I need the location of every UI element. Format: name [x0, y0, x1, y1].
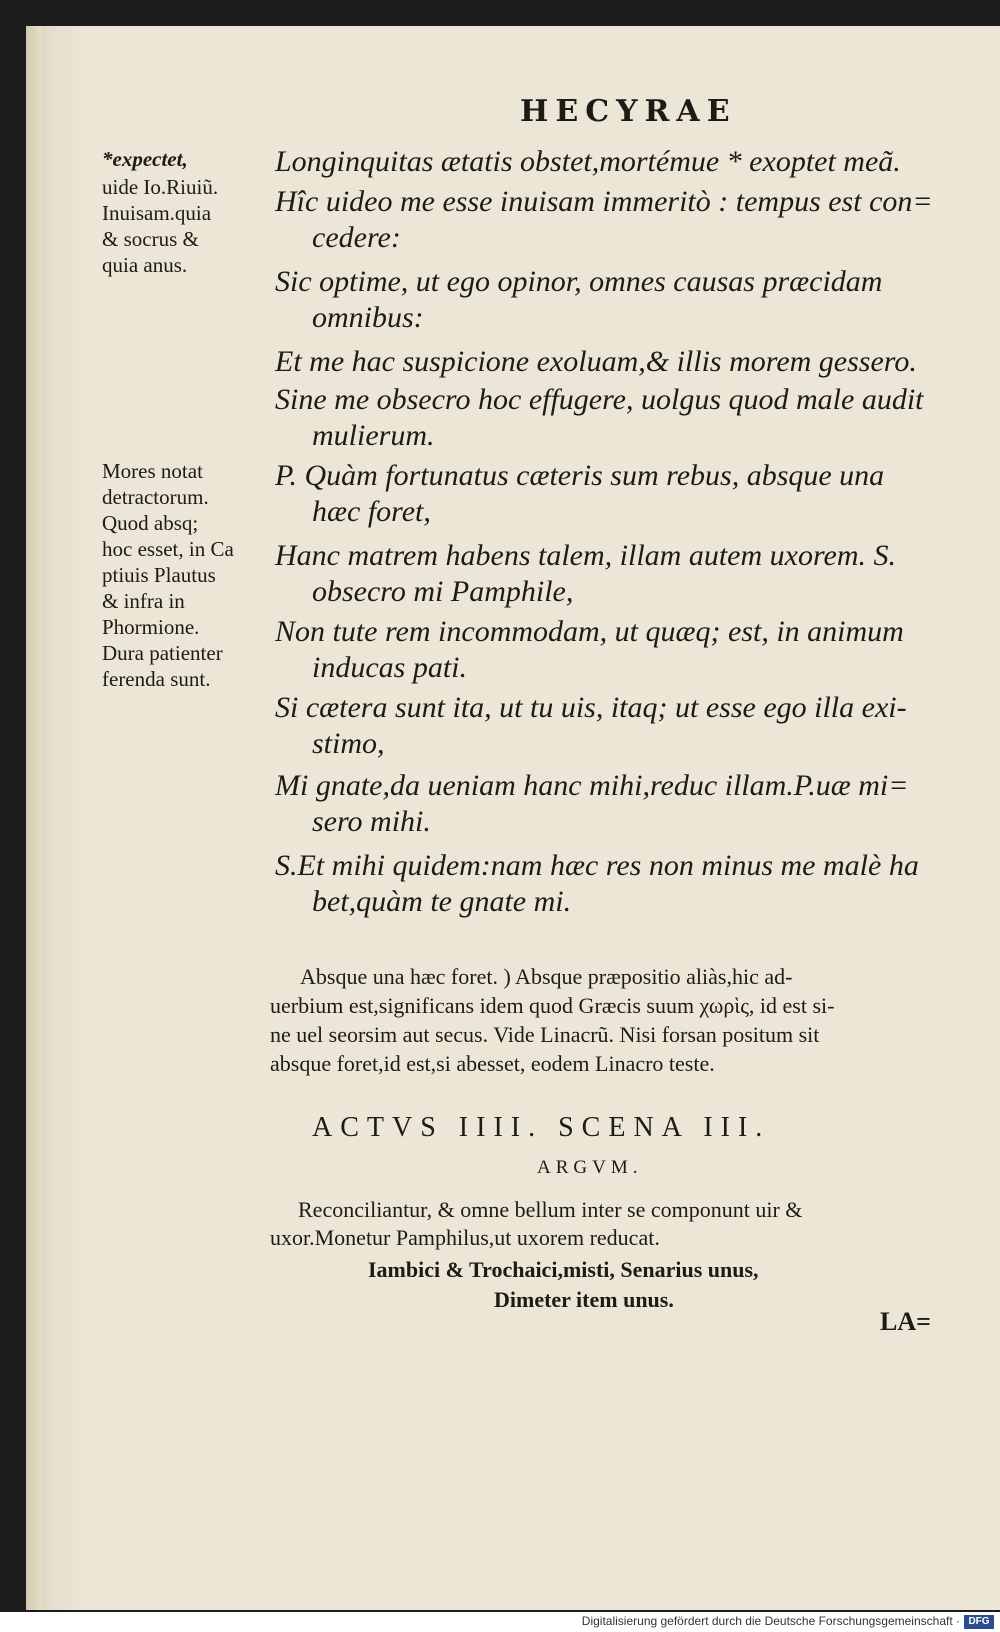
verse-line [275, 184, 955, 256]
verse-line [275, 848, 955, 920]
commentary-line: ne uel seorsim aut secus. Vide Linacrũ. Nisi forsan positum sit [270, 1022, 820, 1047]
digitization-credit: Digitalisierung gefördert durch die Deutsche Forschungsgemeinschaft · [581, 1614, 960, 1628]
verse-line [275, 344, 955, 380]
margin-note-line: Phormione. [102, 615, 200, 639]
verse-continuation: hæc foret, [312, 495, 431, 528]
margin-note-expectet [102, 146, 272, 172]
verse-text: S.Et mihi quidem:nam hæc res non minus me malè ha [275, 849, 919, 882]
verse-line [275, 144, 955, 180]
dfg-logo: DFG [964, 1615, 994, 1629]
margin-note-line: & socrus & [102, 227, 199, 251]
margin-note-line: hoc esset, in Ca [102, 537, 234, 561]
verse-line [275, 768, 955, 840]
verse-text: Sine me obsecro hoc effugere, uolgus quod male audit [275, 383, 924, 416]
verse-continuation: stimo, [312, 727, 385, 760]
verse-line [275, 690, 955, 762]
verse-text: Mi gnate,da ueniam hanc mihi,reduc illam.P.uæ mi= [275, 769, 909, 802]
catchword: LA= [880, 1307, 931, 1336]
margin-note-mores [102, 458, 272, 692]
verse-line [275, 264, 955, 336]
argument-label: ARGVM. [537, 1157, 643, 1178]
verse-continuation: mulierum. [312, 419, 435, 452]
verse-line [275, 382, 955, 454]
margin-note-line: Dura patienter [102, 641, 223, 665]
meter-note-line: Dimeter item unus. [494, 1287, 674, 1312]
running-title: HECYRAE [520, 94, 737, 129]
verse-text: Non tute rem incommodam, ut quæq; est, in animum [275, 615, 904, 648]
margin-note-inuisam [102, 174, 272, 278]
margin-note-line: quia anus. [102, 253, 188, 277]
margin-note-line: ferenda sunt. [102, 667, 211, 691]
commentary-block [270, 962, 950, 1078]
commentary-line: Absque una hæc foret. ) Absque præpositio aliàs,hic ad- [300, 964, 793, 989]
verse-text: Hîc uideo me esse inuisam immeritò : tempus est con= [275, 185, 933, 218]
verse-line [275, 614, 955, 686]
margin-note-line: ptiuis Plautus [102, 563, 216, 587]
verse-text: Longinquitas ætatis obstet,mortémue * exoptet meã. [275, 145, 901, 178]
verse-text: Sic optime, ut ego opinor, omnes causas præcidam [275, 265, 883, 298]
margin-note-line: & infra in [102, 589, 185, 613]
verse-text: P. Quàm fortunatus cæteris sum rebus, absque una [275, 459, 885, 492]
verse-line [275, 458, 955, 530]
verse-text: Et me hac suspicione exoluam,& illis morem gessero. [275, 345, 917, 378]
act-scene-title: ACTVS IIII. SCENA III. [312, 1112, 771, 1143]
margin-note-line: *expectet, [102, 147, 188, 171]
meter-note-line: Iambici & Trochaici,misti, Senarius unus, [368, 1257, 759, 1282]
commentary-line: uerbium est,significans idem quod Græcis suum χωρὶς, id est si- [270, 993, 835, 1018]
verse-continuation: obsecro mi Pamphile, [312, 575, 574, 608]
verse-text: Hanc matrem habens talem, illam autem uxorem. S. [275, 539, 897, 572]
margin-note-line: Inuisam.quia [102, 201, 212, 225]
verse-continuation: cedere: [312, 221, 401, 254]
margin-note-line: Mores notat [102, 459, 203, 483]
margin-note-line: uide Io.Riuiũ. [102, 175, 219, 199]
verse-continuation: inducas pati. [312, 651, 467, 684]
margin-note-line: Quod absq; [102, 511, 199, 535]
verse-continuation: omnibus: [312, 301, 424, 334]
page-gutter-edge [26, 26, 42, 1610]
commentary-line: absque foret,id est,si abesset, eodem Linacro teste. [270, 1051, 715, 1076]
verse-continuation: sero mihi. [312, 805, 431, 838]
verse-continuation: bet,quàm te gnate mi. [312, 885, 572, 918]
argument-line: uxor.Monetur Pamphilus,ut uxorem reducat. [270, 1225, 660, 1250]
margin-note-line: detractorum. [102, 485, 209, 509]
verse-text: Si cætera sunt ita, ut tu uis, itaq; ut esse ego illa exi- [275, 691, 907, 724]
argument-line: Reconciliantur, & omne bellum inter se componunt uir & [298, 1197, 803, 1222]
verse-line [275, 538, 955, 610]
